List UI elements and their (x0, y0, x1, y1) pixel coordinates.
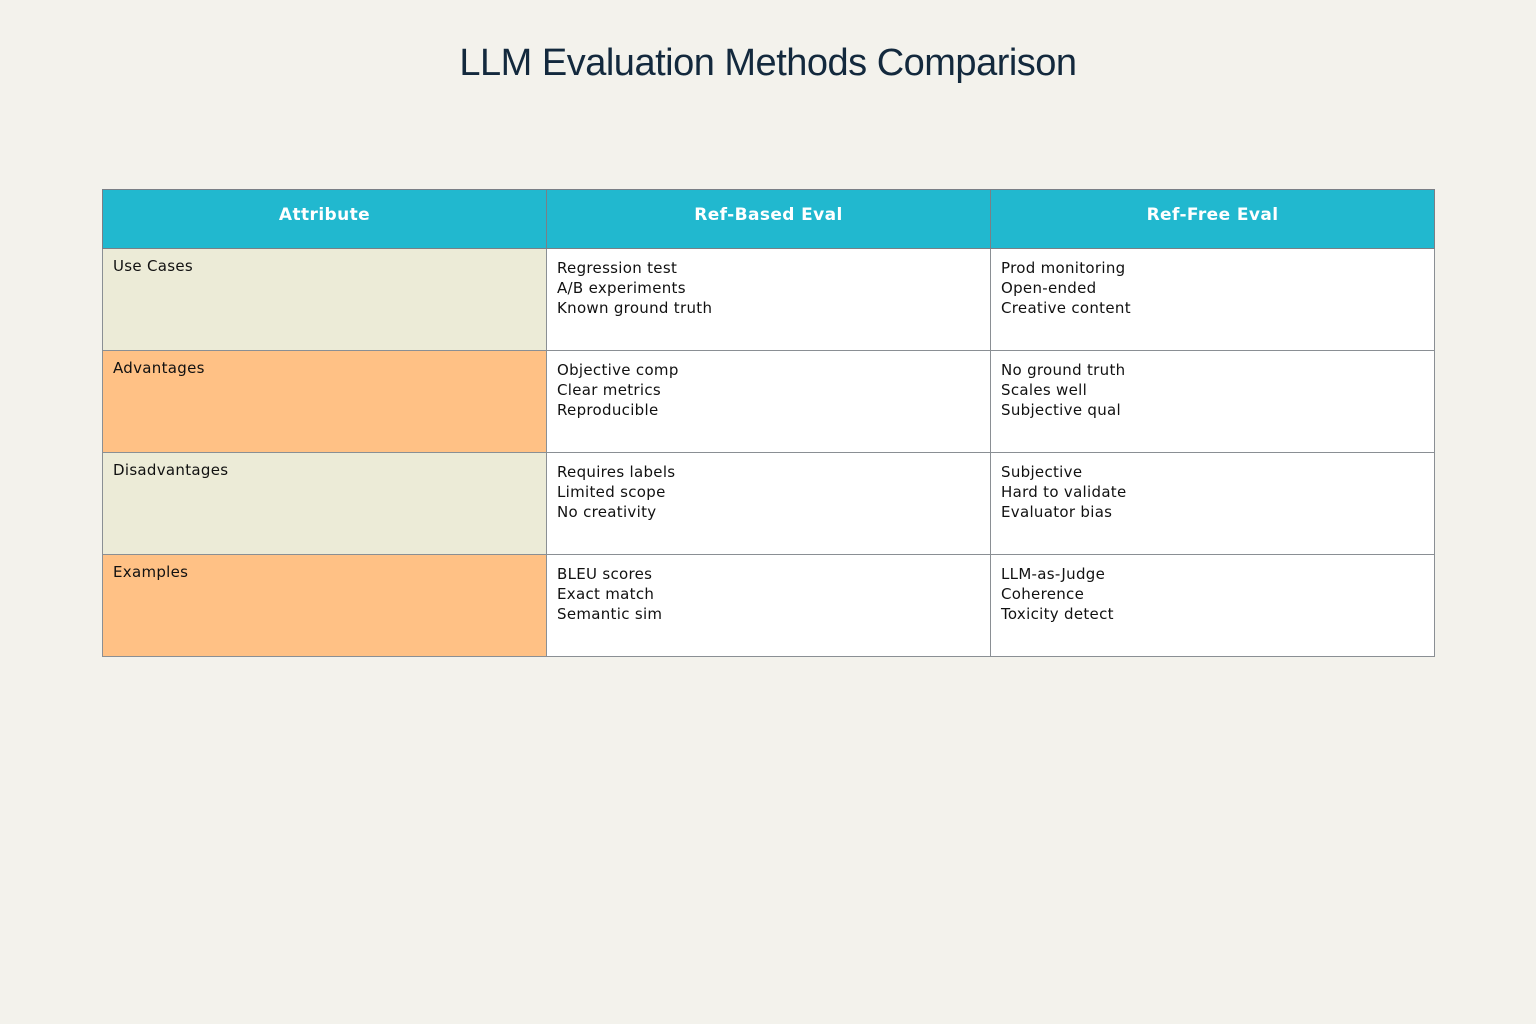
attribute-cell: Disadvantages (103, 453, 547, 555)
header-ref-based-eval: Ref-Based Eval (547, 190, 991, 249)
ref-based-cell (547, 351, 991, 453)
cell-line: Clear metrics (557, 381, 662, 399)
cell-line: LLM-as-Judge (1001, 565, 1106, 583)
attribute-cell: Examples (103, 555, 547, 657)
ref-free-cell (991, 351, 1435, 453)
cell-line: Known ground truth (557, 299, 713, 317)
table-row (103, 453, 1435, 555)
attribute-cell: Advantages (103, 351, 547, 453)
page-title: LLM Evaluation Methods Comparison (459, 42, 1077, 84)
cell-line: Requires labels (557, 463, 676, 481)
header-ref-free-eval: Ref-Free Eval (991, 190, 1435, 249)
cell-line: BLEU scores (557, 565, 653, 583)
cell-line: Hard to validate (1001, 483, 1127, 501)
ref-free-cell (991, 555, 1435, 657)
ref-based-cell (547, 249, 991, 351)
cell-line: Subjective qual (1001, 401, 1122, 419)
ref-based-cell (547, 453, 991, 555)
header-attribute: Attribute (103, 190, 547, 249)
cell-line: Evaluator bias (1001, 503, 1113, 521)
table-header-row (103, 190, 1435, 249)
attribute-cell: Use Cases (103, 249, 547, 351)
ref-free-cell (991, 249, 1435, 351)
cell-line: Limited scope (557, 483, 666, 501)
table-row (103, 351, 1435, 453)
comparison-table (102, 189, 1435, 657)
cell-line: Prod monitoring (1001, 259, 1126, 277)
cell-line: Regression test (557, 259, 678, 277)
table-row (103, 249, 1435, 351)
cell-line: Creative content (1001, 299, 1131, 317)
cell-line: Reproducible (557, 401, 659, 419)
cell-line: No ground truth (1001, 361, 1126, 379)
cell-line: Scales well (1001, 381, 1088, 399)
cell-line: Coherence (1001, 585, 1085, 603)
cell-line: Open-ended (1001, 279, 1097, 297)
cell-line: A/B experiments (557, 279, 686, 297)
ref-based-cell (547, 555, 991, 657)
cell-line: No creativity (557, 503, 657, 521)
ref-free-cell (991, 453, 1435, 555)
cell-line: Toxicity detect (1001, 605, 1114, 623)
cell-line: Semantic sim (557, 605, 663, 623)
cell-line: Exact match (557, 585, 655, 603)
cell-line: Subjective (1001, 463, 1083, 481)
cell-line: Objective comp (557, 361, 679, 379)
table-row (103, 555, 1435, 657)
